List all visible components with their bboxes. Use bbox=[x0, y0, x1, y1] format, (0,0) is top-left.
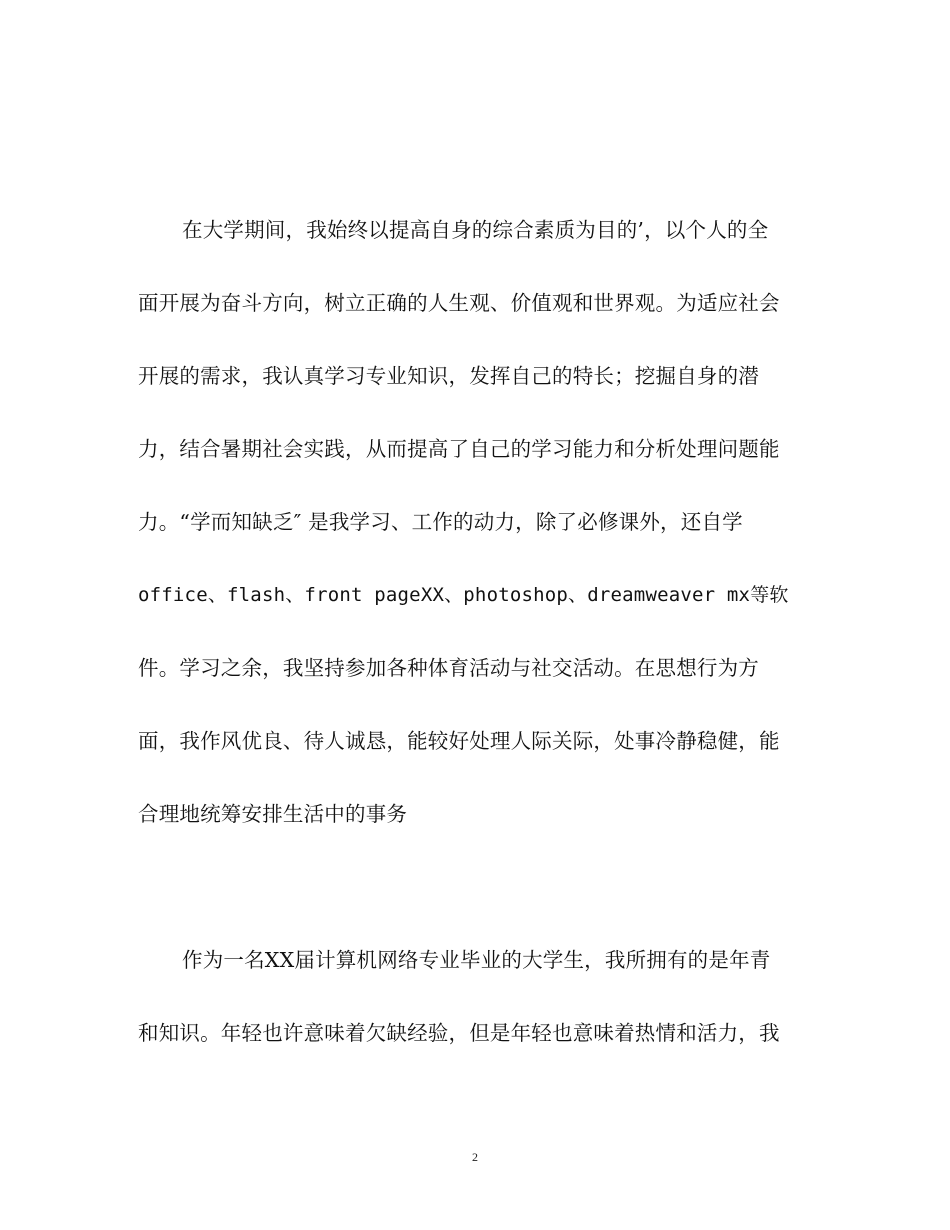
paragraph-line: 力，结合暑期社会实践，从而提高了自己的学习能力和分析处理问题能 bbox=[138, 437, 780, 461]
paragraph-line: 在大学期间，我始终以提高自身的综合素质为目的’，以个人的全 bbox=[182, 218, 769, 242]
paragraph-line: 面，我作风优良、待人诚恳，能较好处理人际关际，处事冷静稳健，能 bbox=[138, 729, 780, 753]
paragraph-line: 面开展为奋斗方向，树立正确的人生观、价值观和世界观。为适应社会 bbox=[138, 291, 780, 315]
page-number: 2 bbox=[472, 1150, 478, 1164]
paragraph-line: 和知识。年轻也许意味着欠缺经验，但是年轻也意味着热情和活力，我 bbox=[138, 1021, 780, 1045]
paragraph-line: 开展的需求，我认真学习专业知识，发挥自己的特长；挖掘自身的潜 bbox=[138, 364, 759, 388]
paragraph-line: office、flash、front pageXX、photoshop、dreamweaver mx等软 bbox=[138, 584, 789, 606]
paragraph-line: 力。“学而知缺乏″ 是我学习、工作的动力，除了必修课外，还自学 bbox=[138, 510, 743, 534]
paragraph-line: 作为一名XX届计算机网络专业毕业的大学生，我所拥有的是年青 bbox=[182, 948, 771, 972]
paragraph-2 bbox=[138, 940, 828, 1086]
paragraph-line: 合理地统筹安排生活中的事务 bbox=[138, 802, 408, 826]
paragraph-line: 件。学习之余，我坚持参加各种体育活动与社交活动。在思想行为方 bbox=[138, 656, 759, 680]
paragraph-1 bbox=[138, 210, 828, 867]
